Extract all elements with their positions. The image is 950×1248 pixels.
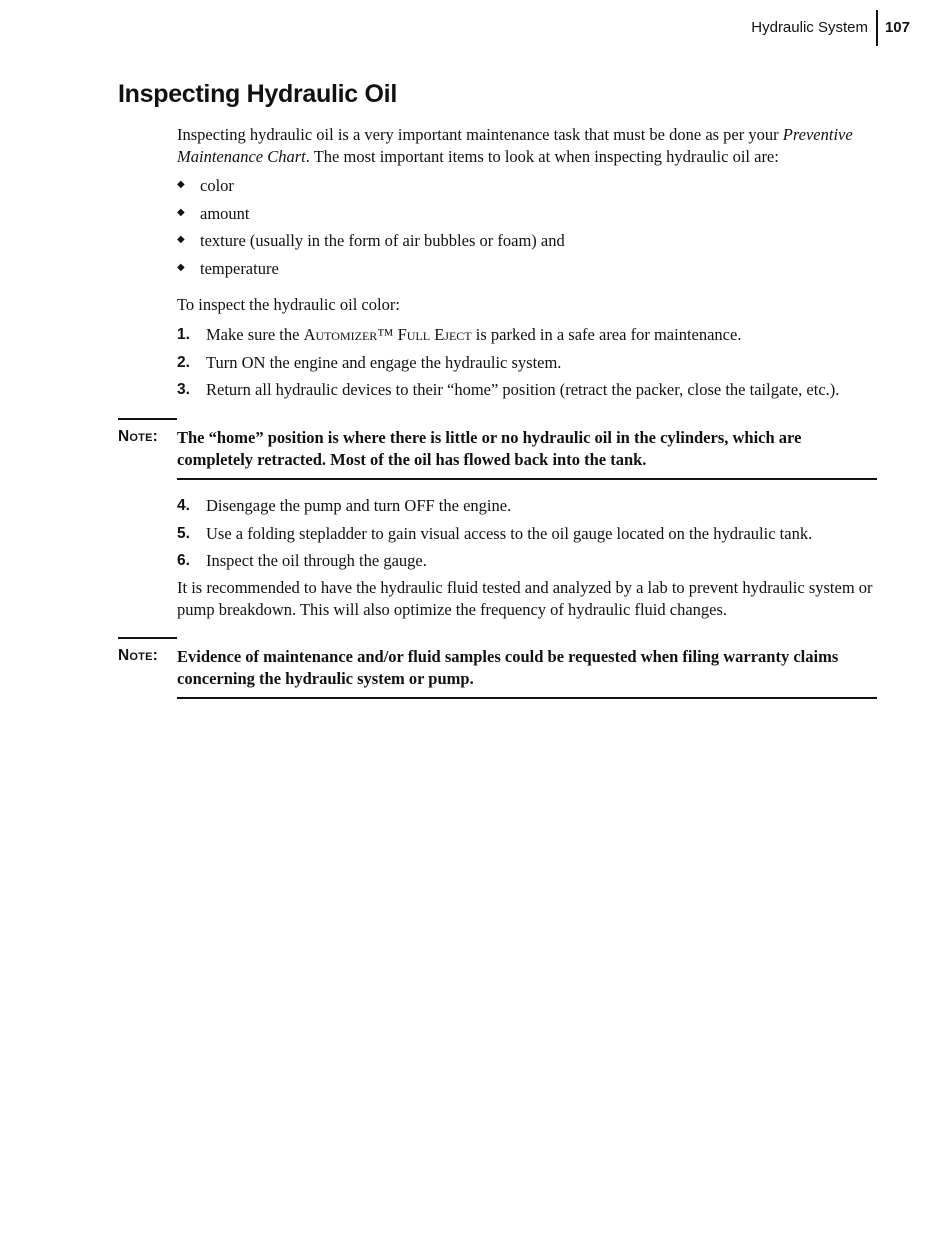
step-text: Inspect the oil through the gauge. (206, 551, 427, 570)
step-text: Turn ON the engine and engage the hydraulic system. (206, 352, 562, 372)
diamond-bullet-icon: ◆ (177, 234, 185, 245)
list-item (177, 258, 565, 286)
diamond-bullet-icon: ◆ (177, 179, 185, 190)
note-label: Note: (118, 428, 158, 445)
list-item-text: temperature (200, 258, 279, 278)
step-number: 4. (177, 497, 190, 514)
step-number: 5. (177, 524, 190, 542)
procedure-step (177, 523, 897, 551)
page-title: Inspecting Hydraulic Oil (118, 80, 397, 108)
running-header (751, 10, 910, 46)
list-item-text: amount (200, 203, 250, 223)
step-number: 6. (177, 552, 190, 569)
recommendation-paragraph: It is recommended to have the hydraulic fluid tested and analyzed by a lab to prevent hydraulic system or pump breakdown. This will also optimize the frequency of hydraulic fluid changes. (177, 578, 873, 619)
procedure-step (177, 379, 897, 407)
list-item-text: color (200, 176, 234, 195)
procedure-lead-in: To inspect the hydraulic oil color: (177, 295, 400, 314)
procedure-step (177, 352, 897, 380)
note-text: Evidence of maintenance and/or fluid samples could be requested when filing warranty claims concerning the hydraulic system or pump. (177, 647, 839, 688)
note-bottom-rule (177, 478, 877, 480)
intro-paragraph (177, 124, 877, 168)
procedure-steps-1-3 (177, 324, 897, 407)
list-item (177, 175, 565, 203)
intro-text-end: . The most important items to look at when inspecting hydraulic oil are: (305, 147, 779, 166)
step-number: 3. (177, 381, 190, 398)
step-number: 1. (177, 326, 190, 343)
inspection-items-list (177, 175, 565, 285)
note-text: The “home” position is where there is little or no hydraulic oil in the cylinders, which are completely retracted. Most of the oil has flowed back into the tank. (177, 428, 802, 469)
diamond-bullet-icon: ◆ (177, 206, 185, 218)
product-name: Automizer™ Full Eject (303, 325, 472, 344)
note-label: Note: (118, 647, 158, 664)
intro-text-start: Inspecting hydraulic oil is a very important maintenance task that must be done as per your (177, 125, 783, 144)
intro-chart-reference: Preventive Maintenance Chart (177, 125, 853, 166)
step-text: Make sure the Automizer™ Full Eject is parked in a safe area for maintenance. (206, 325, 742, 344)
step-text: Disengage the pump and turn OFF the engine. (206, 496, 512, 515)
list-item-text: texture (usually in the form of air bubbles or foam) and (200, 231, 565, 250)
procedure-step (177, 324, 897, 352)
section-name: Hydraulic System (751, 19, 868, 36)
note-top-rule (118, 637, 177, 639)
step-number: 2. (177, 353, 190, 371)
note-bottom-rule (177, 697, 877, 699)
list-item (177, 203, 565, 231)
page-number: 107 (884, 19, 910, 36)
procedure-step (177, 495, 897, 523)
step-text: Return all hydraulic devices to their “home” position (retract the packer, close the tailgate, etc.). (206, 380, 840, 399)
note-top-rule (118, 418, 177, 420)
step-text: Use a folding stepladder to gain visual access to the oil gauge located on the hydraulic tank. (206, 523, 813, 543)
list-item (177, 230, 565, 258)
procedure-steps-4-6 (177, 495, 897, 578)
diamond-bullet-icon: ◆ (177, 261, 185, 273)
procedure-step (177, 550, 897, 578)
